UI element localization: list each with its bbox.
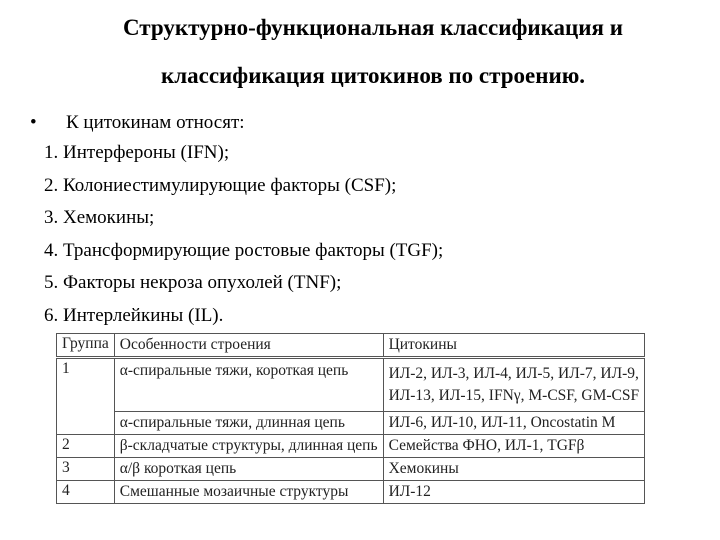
- list-item: 4. Трансформирующие ростовые факторы (TGF);: [44, 239, 444, 261]
- intro-text: К цитокинам относят:: [66, 112, 245, 133]
- cell-cytokines: Хемокины: [383, 458, 645, 481]
- header-feature: Особенности строения: [114, 334, 383, 358]
- page-title-line-2: классификация цитокинов по строению.: [160, 63, 586, 88]
- table-header-row: [57, 334, 645, 358]
- cell-feature: α/β короткая цепь: [114, 458, 383, 481]
- table-row: [57, 481, 645, 504]
- list-item: 1. Интерфероны (IFN);: [44, 142, 230, 163]
- table-row: [57, 458, 645, 481]
- table-row: [57, 412, 645, 435]
- cell-cytokines: Семейства ФНО, ИЛ-1, TGFβ: [383, 435, 645, 458]
- cell-group: 1: [57, 358, 115, 435]
- classification-table: [56, 333, 645, 504]
- table-row: [57, 435, 645, 458]
- cell-cytokines: ИЛ-6, ИЛ-10, ИЛ-11, Oncostatin M: [383, 412, 645, 435]
- cell-group: 4: [57, 481, 115, 504]
- header-cytokines: Цитокины: [383, 334, 645, 358]
- cell-group: 3: [57, 458, 115, 481]
- cell-cytokines-line-1: ИЛ-2, ИЛ-3, ИЛ-4, ИЛ-5, ИЛ-7, ИЛ-9,: [388, 365, 639, 382]
- list-item: 2. Колониестимулирующие факторы (CSF);: [44, 174, 397, 196]
- intro-line: [30, 110, 245, 135]
- cell-feature: β-складчатые структуры, длинная цепь: [114, 435, 383, 458]
- cell-cytokines: [383, 358, 645, 412]
- cell-feature: α-спиральные тяжи, длинная цепь: [114, 412, 383, 435]
- list-item: 3. Хемокины;: [44, 207, 155, 228]
- bullet-icon: •: [30, 112, 37, 133]
- header-group: Группа: [57, 334, 115, 358]
- cell-feature: α-спиральные тяжи, короткая цепь: [114, 358, 383, 412]
- cell-group: 2: [57, 435, 115, 458]
- cytokine-list: [44, 140, 704, 335]
- page-title-line-1: Структурно-функциональная классификация и: [123, 15, 623, 40]
- cell-cytokines-line-2: ИЛ-13, ИЛ-15, IFNγ, M-CSF, GM-CSF: [388, 387, 640, 404]
- cell-feature: Смешанные мозаичные структуры: [114, 481, 383, 504]
- cell-cytokines: ИЛ-12: [383, 481, 645, 504]
- list-item: 5. Факторы некроза опухолей (TNF);: [44, 272, 342, 293]
- list-item: 6. Интерлейкины (IL).: [44, 304, 224, 326]
- table-row: [57, 358, 645, 412]
